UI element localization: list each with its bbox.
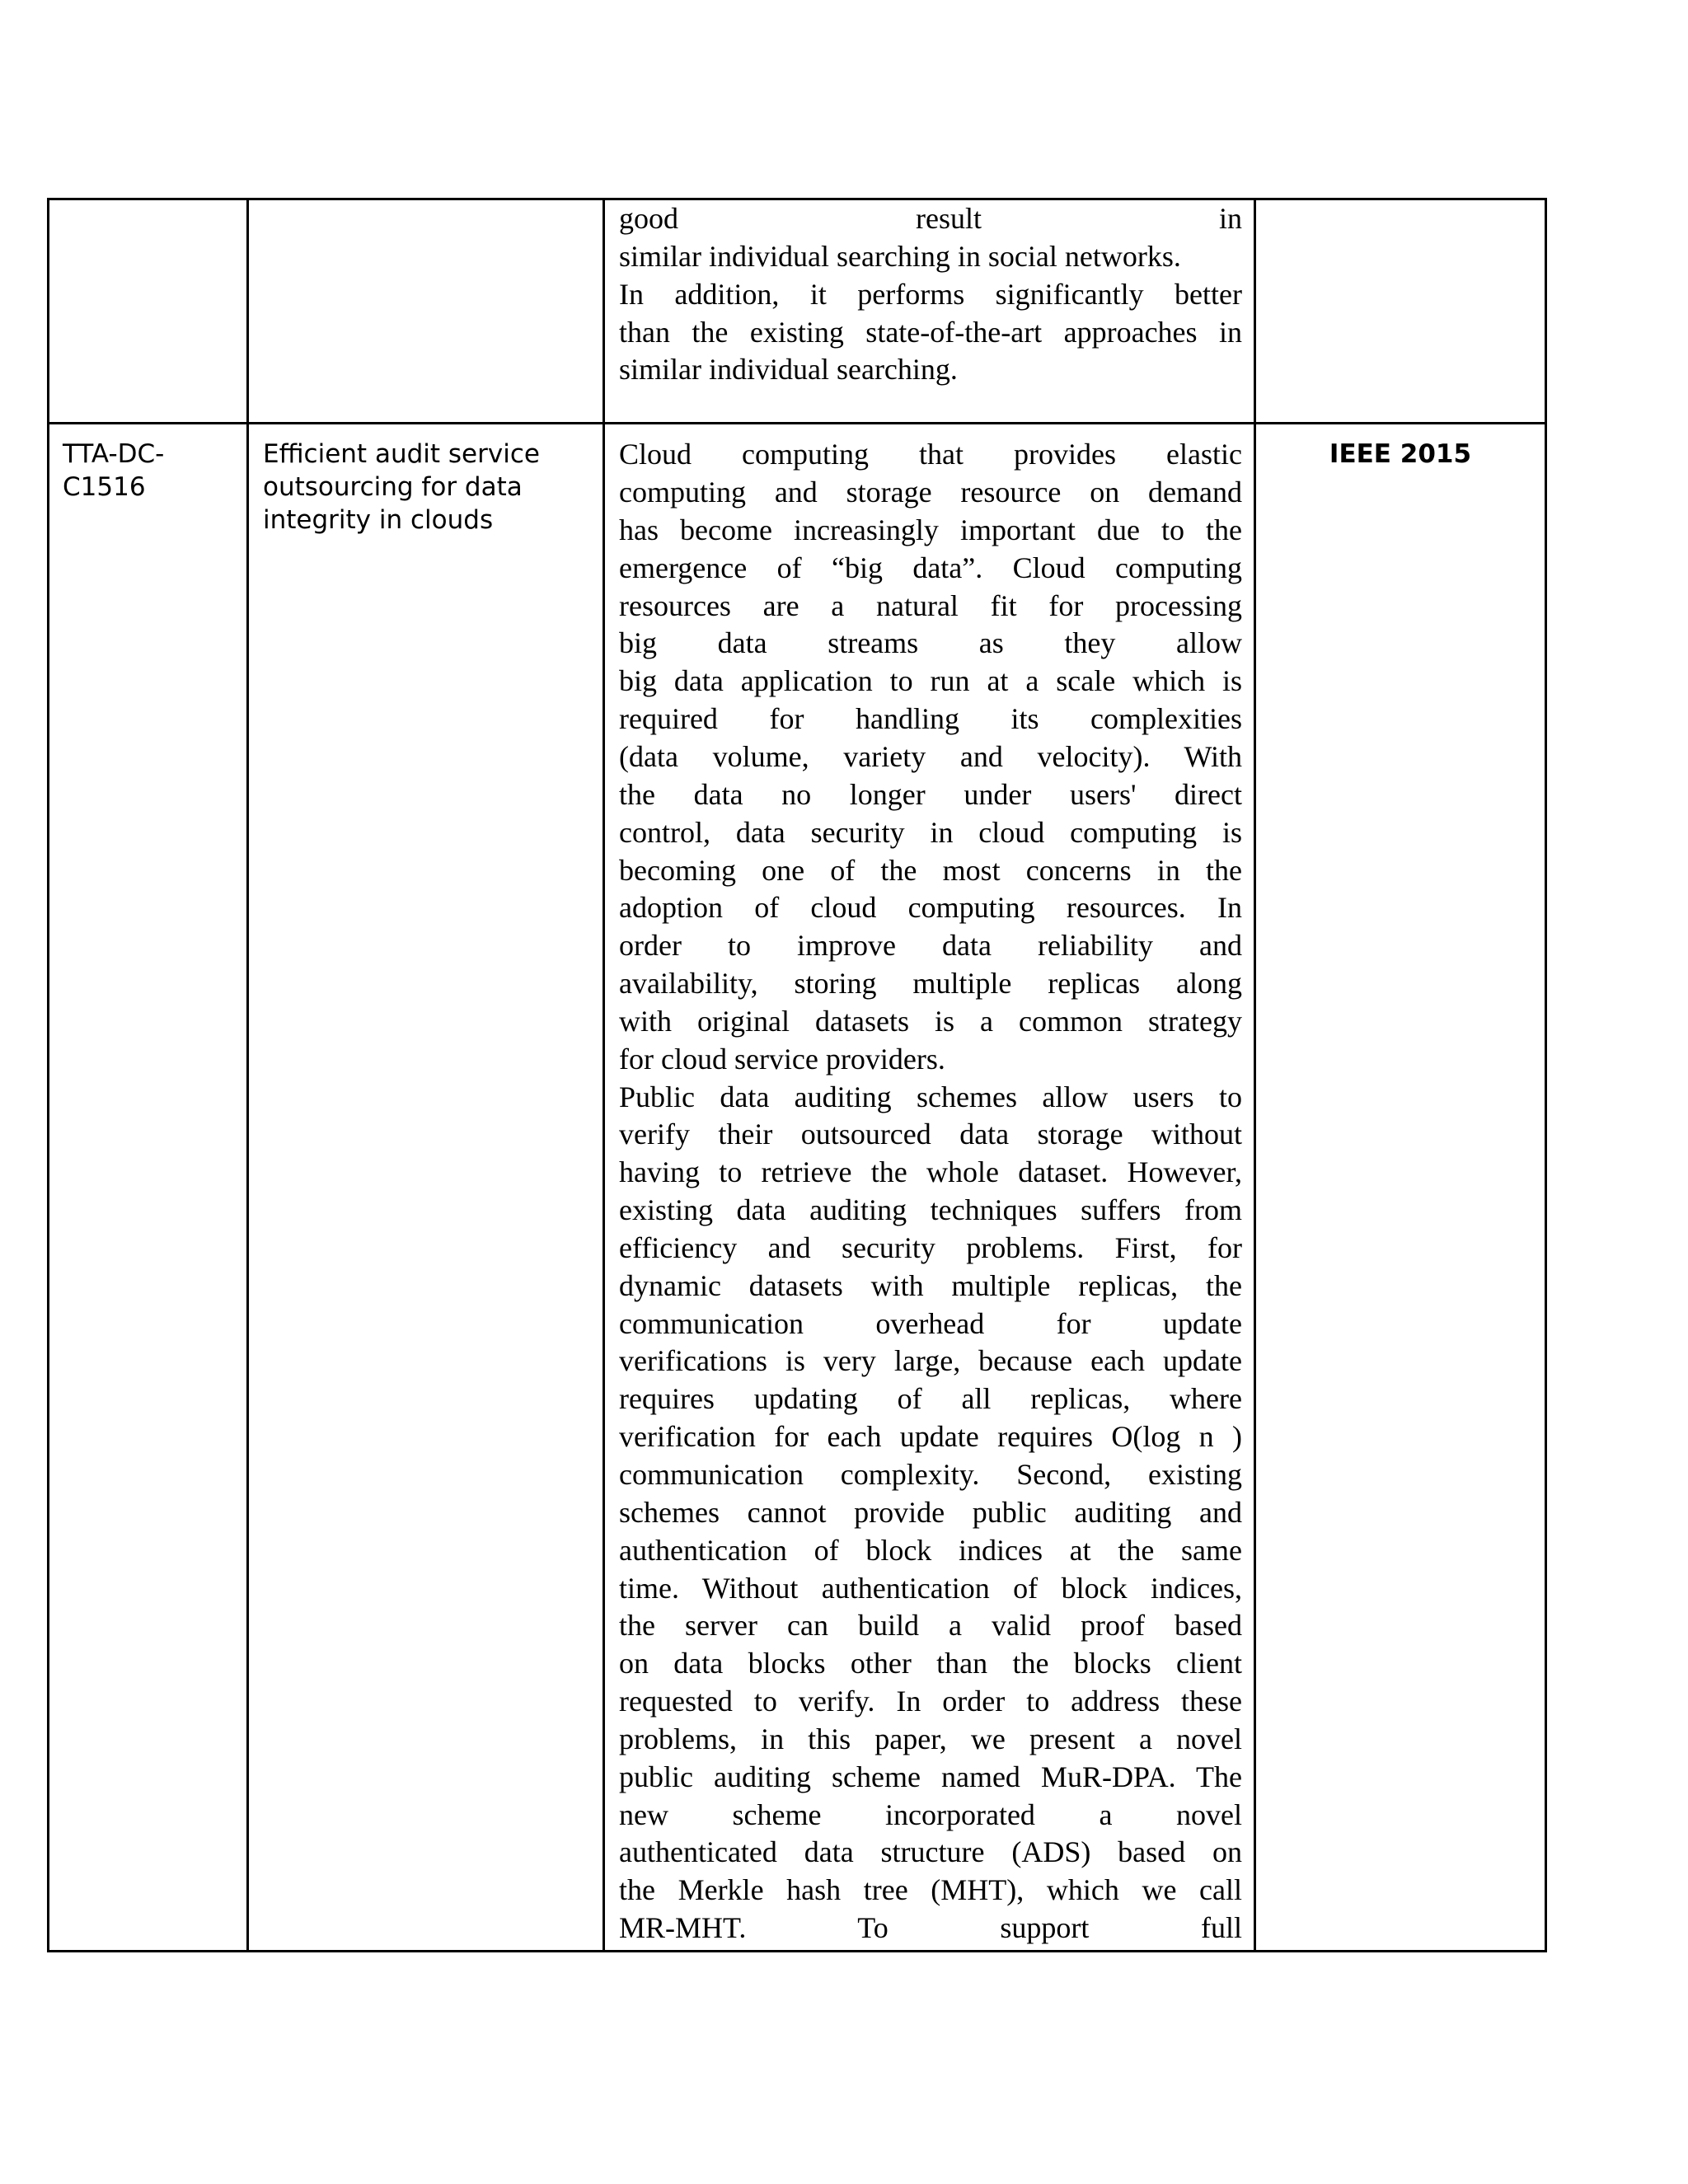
abstract-line: Cloud computing that provides elastic (619, 438, 1242, 471)
abstract-line: efficiency and security problems. First, for (619, 1230, 1242, 1264)
abstract-line: schemes cannot provide public auditing and (619, 1495, 1242, 1529)
abstract-line: than the existing state-of-the-art approaches in (619, 315, 1242, 349)
publication-year (1256, 200, 1545, 213)
abstract-line: good result in (619, 202, 1242, 235)
abstract-line: MR-MHT. To support full (619, 1911, 1242, 1945)
abstract-line: the Merkle hash tree (MHT), which we call (619, 1873, 1242, 1907)
project-title-cell (248, 199, 604, 424)
abstract-line: having to retrieve the whole dataset. However, (619, 1155, 1242, 1189)
project-title (249, 200, 603, 213)
abstract-line: Public data auditing schemes allow users to (619, 1080, 1242, 1113)
abstract-cell (604, 424, 1255, 1952)
abstract-line: authentication of block indices at the same (619, 1533, 1242, 1567)
abstract-line: verification for each update requires O(log n ) (619, 1420, 1242, 1454)
abstract-line: for cloud service providers. (619, 1042, 945, 1076)
year-cell (1255, 424, 1546, 1952)
project-title: Efficient audit service outsourcing for data integrity in clouds (263, 439, 540, 536)
document-table (47, 198, 1547, 1952)
abstract-line: time. Without authentication of block indices, (619, 1571, 1242, 1605)
abstract-line: order to improve data reliability and (619, 929, 1242, 963)
abstract-line: big data streams as they allow (619, 626, 1242, 660)
abstract-line: computing and storage resource on demand (619, 476, 1242, 509)
abstract-line: similar individual searching. (619, 353, 958, 387)
abstract-line: dynamic datasets with multiple replicas, the (619, 1268, 1242, 1302)
abstract-line: problems, in this paper, we present a novel (619, 1722, 1242, 1755)
abstract-line: big data application to run at a scale which is (619, 664, 1242, 698)
year-cell (1255, 199, 1546, 424)
abstract-line: has become increasingly important due to the (619, 513, 1242, 546)
abstract-line: on data blocks other than the blocks client (619, 1647, 1242, 1680)
abstract-text (605, 424, 1254, 1950)
abstract-line: (data volume, variety and velocity). With (619, 739, 1242, 773)
abstract-line: adoption of cloud computing resources. In (619, 891, 1242, 925)
abstract-line: communication complexity. Second, existing (619, 1458, 1242, 1491)
table-row (49, 199, 1546, 424)
abstract-line: requires updating of all replicas, where (619, 1382, 1242, 1416)
project-id-cell (49, 424, 248, 1952)
abstract-text (605, 200, 1254, 422)
abstract-cell (604, 199, 1255, 424)
abstract-line: the data no longer under users' direct (619, 777, 1242, 811)
abstract-line: emergence of “big data”. Cloud computing (619, 551, 1242, 584)
abstract-line: becoming one of the most concerns in the (619, 853, 1242, 887)
abstract-line: new scheme incorporated a novel (619, 1797, 1242, 1831)
abstract-line: verifications is very large, because each update (619, 1344, 1242, 1378)
abstract-line: public auditing scheme named MuR-DPA. The (619, 1760, 1242, 1793)
project-id (49, 200, 246, 213)
abstract-line: required for handling its complexities (619, 702, 1242, 736)
abstract-line: similar individual searching in social networks. (619, 239, 1181, 273)
table-row (49, 424, 1546, 1952)
abstract-line: requested to verify. In order to address these (619, 1685, 1242, 1718)
abstract-line: In addition, it performs significantly better (619, 277, 1242, 311)
project-id-cell (49, 199, 248, 424)
abstract-line: the server can build a valid proof based (619, 1609, 1242, 1643)
abstract-line: communication overhead for update (619, 1306, 1242, 1340)
abstract-line: control, data security in cloud computing is (619, 815, 1242, 849)
abstract-line: resources are a natural fit for processing (619, 588, 1242, 622)
abstract-line: existing data auditing techniques suffers from (619, 1193, 1242, 1227)
abstract-line: with original datasets is a common strategy (619, 1004, 1242, 1038)
project-id: TTA-DC-C1516 (63, 439, 165, 503)
abstract-line: verify their outsourced data storage without (619, 1118, 1242, 1151)
abstract-line: availability, storing multiple replicas along (619, 967, 1242, 1001)
project-title-cell (248, 424, 604, 1952)
publication-year: IEEE 2015 (1329, 439, 1472, 470)
abstract-line: authenticated data structure (ADS) based on (619, 1835, 1242, 1869)
